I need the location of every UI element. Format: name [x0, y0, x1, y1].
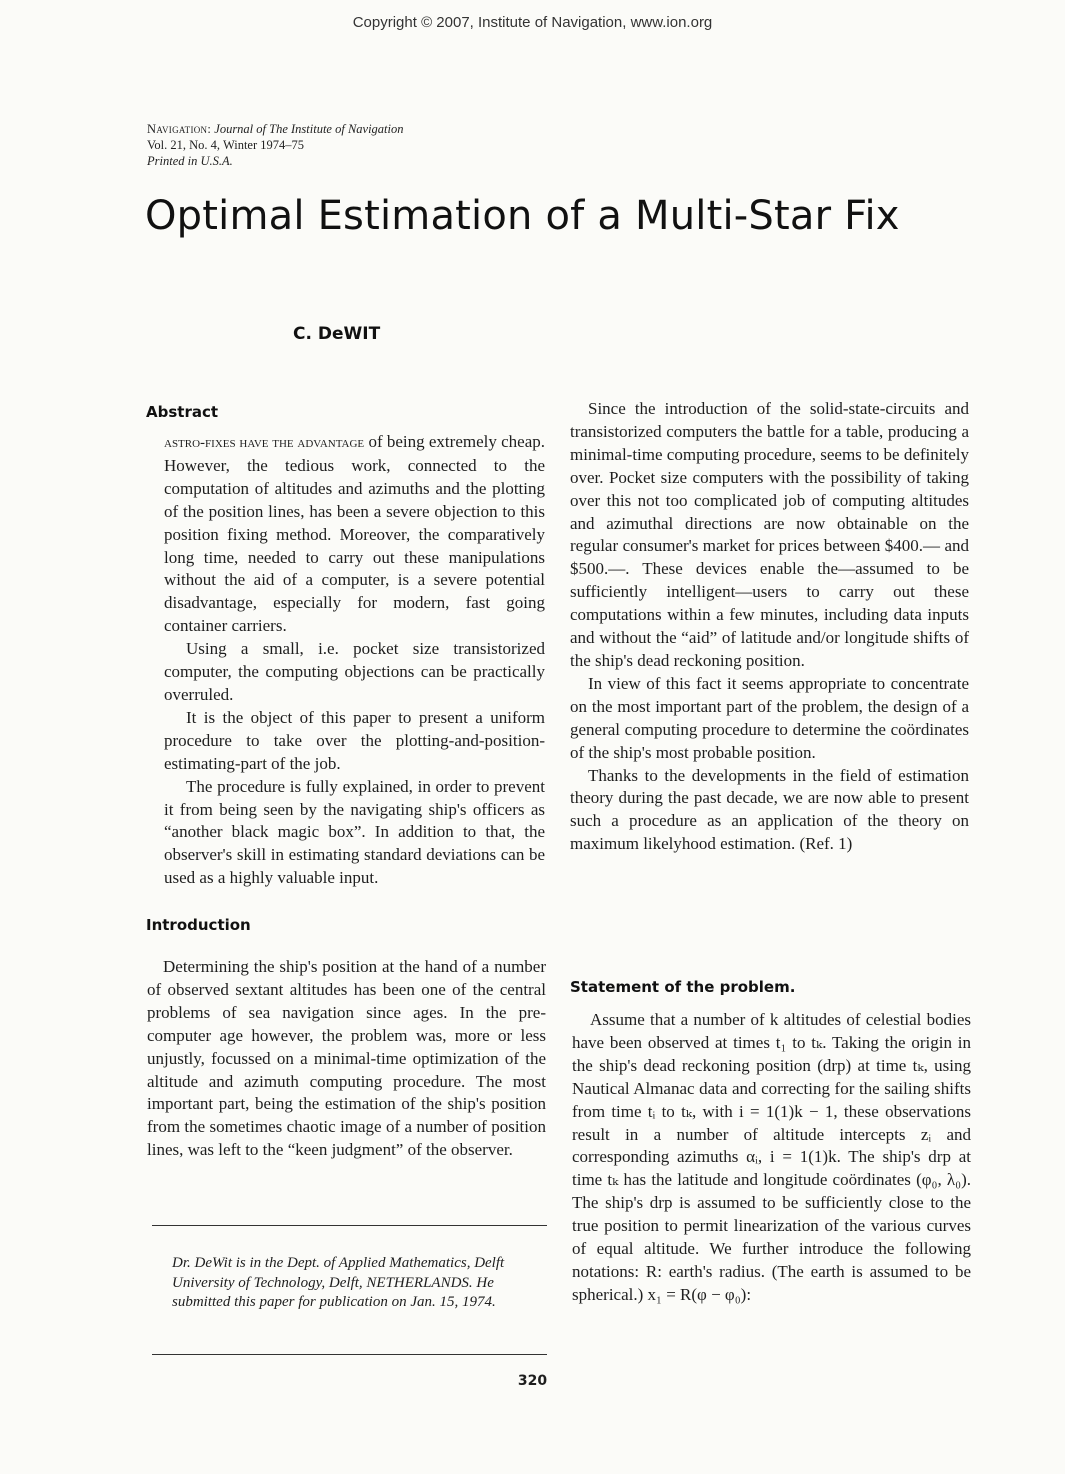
- abstract-paragraph: Using a small, i.e. pocket size transistorized computer, the computing objections can be practically overruled.: [164, 639, 545, 704]
- footnote-top-rule: [152, 1225, 547, 1226]
- journal-volume: Vol. 21, No. 4, Winter 1974–75: [147, 138, 305, 152]
- abstract-lead-caps: astro-fixes have the advantage: [164, 435, 365, 451]
- body-paragraph: Thanks to the developments in the field of estimation theory during the past decade, we are now able to present such a procedure as an application of the theory on maximum likelyhood estimation. (Ref. 1): [570, 765, 969, 854]
- author-name: C. DeWIT: [293, 324, 381, 344]
- journal-printed: Printed in U.S.A.: [147, 154, 233, 168]
- abstract-paragraph: It is the object of this paper to present a uniform procedure to take over the plotting-and-position-estimating-part of the job.: [164, 707, 545, 773]
- right-column-body: [570, 398, 969, 856]
- statement-heading: Statement of the problem.: [570, 978, 796, 996]
- journal-name-italic: Journal of The Institute of Navigation: [214, 122, 404, 136]
- abstract-paragraph: astro-fixes have the advantage of being extremely cheap. However, the tedious work, connected to the computation of altitudes and azimuths and the plotting of the position lines, has been a severe objection to this position fixing method. Moreover, the comparatively long time, needed to carry out these manipulations without the aid of a computer, is a severe potential disadvantage, especially for modern, fast going container carriers.: [164, 432, 545, 636]
- page-number: 320: [517, 1373, 548, 1389]
- introduction-paragraph: Determining the ship's position at the hand of a number of observed sextant altitudes has been one of the central problems of sea navigation since ages. In the pre-computer age however, the problem was, more or less unjustly, focussed on a minimal-time optimization of the altitude and azimuth computing procedure. The most important part, being the estimation of the ship's position from the sometimes chaotic image of a number of position lines, was left to the “keen judgment” of the observer.: [147, 957, 546, 1160]
- body-paragraph: In view of this fact it seems appropriate to concentrate on the most important part of the problem, the design of a general computing procedure to determine the coördinates of the ship's most probable position.: [570, 673, 969, 762]
- body-paragraph: Since the introduction of the solid-state-circuits and transistorized computers the battle for a table, producing a minimal-time computing procedure, seems to be definitely over. Pocket size computers with the possibility of taking over this not too complicated job of computing altitudes and azimuthal directions are now obtainable on the regular consumer's market for prices between $400.— and $500.—. These devices enable the—assumed to be sufficiently intelligent—users to carry out these computations within a few minutes, including data inputs and without the “aid” of latitude and/or longitude shifts of the ship's dead reckoning position.: [570, 399, 969, 670]
- statement-body: [572, 1009, 971, 1307]
- copyright-notice: Copyright © 2007, Institute of Navigation, www.ion.org: [352, 14, 713, 31]
- journal-name: [147, 121, 404, 137]
- abstract-paragraph: The procedure is fully explained, in order to prevent it from being seen by the navigating ship's officers as “another black magic box”. In addition to that, the observer's skill in estimating standard deviations can be used as a highly valuable input.: [164, 776, 545, 888]
- journal-name-prefix: Navigation:: [147, 122, 212, 136]
- paper-title: Optimal Estimation of a Multi-Star Fix: [145, 193, 900, 239]
- introduction-body: [147, 956, 546, 1162]
- journal-info: [147, 121, 404, 169]
- author-footnote: Dr. DeWit is in the Dept. of Applied Mathematics, Delft University of Technology, Delft, NETHERLANDS. He submitted this paper for publication on Jan. 15, 1974.: [172, 1255, 505, 1310]
- footnote-bottom-rule: [152, 1354, 547, 1355]
- statement-paragraph: Assume that a number of k altitudes of celestial bodies have been observed at times t₁ to tₖ. Taking the origin in the ship's dead reckoning position (drp) at time tₖ, using Nautical Almanac data and correcting for the sailing shifts from time tᵢ to tₖ, with i = 1(1)k − 1, these observations result in a number of altitude intercepts zᵢ and corresponding azimuths αᵢ, i = 1(1)k. The ship's drp at time tₖ has the latitude and longitude coördinates (φ₀, λ₀). The ship's drp is assumed to be sufficiently close to the true position to permit linearization of the various curves of equal altitude. We further introduce the following notations: R: earth's radius. (The earth is assumed to be spherical.) x₁ = R(φ − φ₀):: [572, 1010, 971, 1304]
- introduction-heading: Introduction: [146, 916, 251, 934]
- abstract-heading: Abstract: [146, 403, 219, 421]
- abstract-body: [164, 431, 545, 890]
